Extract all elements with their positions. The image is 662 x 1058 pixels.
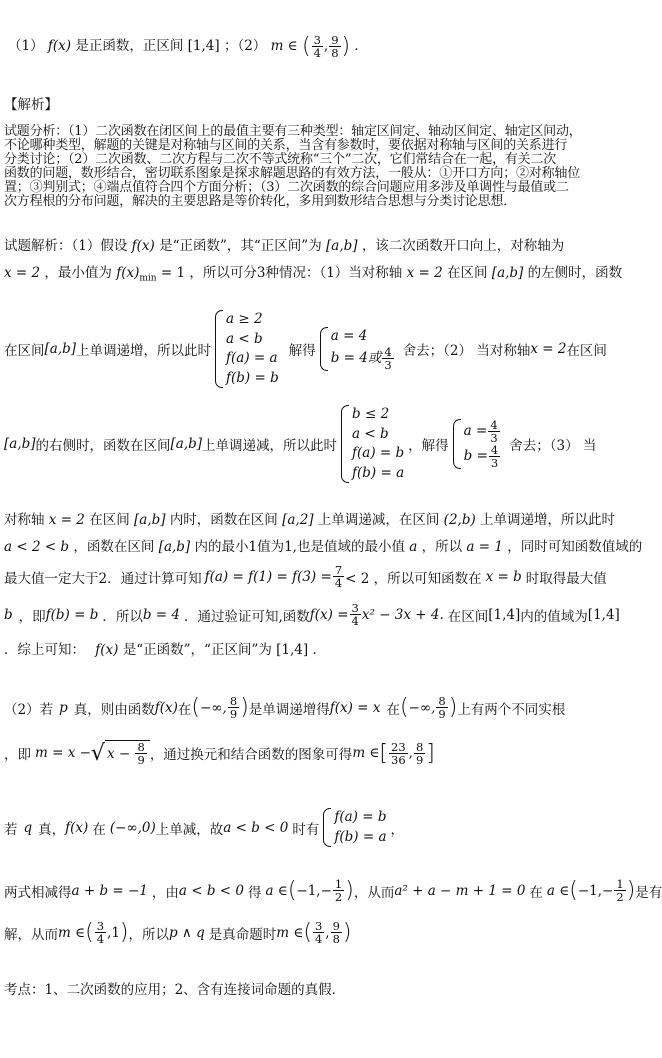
solution-line-8: b ，即 f(b) = b ．所以 b = 4 ．通过验证可知,函数 f(x) = $\frac{3}{4}$ x² − 3x + 4. 在区间 [1,4] 内的值域为 [1,4] [4,601,620,629]
analysis-paragraph [4,125,634,209]
solution-line-3: 在区间 [a,b] 上单调递增，所以此时 a ≥ 2 a < b f(a) = a f(b) = b 解得 a = 4 b = 4或 $\frac{4}{3}$ 舍去；（2） 当对称轴 x = 2 在区间 [4,310,607,388]
part2-line-1: （2）若 p 真，则由函数 f(x) 在 ( −∞, $\frac{8}{9}$ ) 是单调递增得 f(x) = x 在 ( −∞, $\frac{8}{9}$ ) 上有两个不同实根 [4,694,566,722]
analysis-line: 次方程根的分布问题，解决的主要思路是等价转化，多用到数形结合思想与分类讨论思想． [4,194,517,209]
solution-system-1: a = 4 b = 4或 $\frac{4}{3}$ [320,327,395,372]
solution-line-2: x = 2 ，最小值为 $f(x)_{min} = 1$ ，所以可分3种情况：（1）当对称轴 x = 2 在区间 [a,b] 的左侧时，函数 [4,265,623,284]
analysis-line: 试题分析：（1）二次函数在闭区间上的最值主要有三种类型：轴定区间定、轴动区间定、轴定区间动， [4,124,582,139]
analysis-line: 分类讨论；（2）二次函数、二次方程与二次不等式统称“三个”二次，它们常结合在一起，有关二次 [4,152,557,167]
solution-line-5: 对称轴 x = 2 在区间 [a,b] 内时，函数在区间 [a,2] 上单调递减，在区间 (2,b) 上单调递增，所以此时 [4,512,616,528]
part2-line-4: 两式相减得 a + b = −1 ，由 a < b < 0 得 a ∈ ( −1,− $\frac{1}{2}$ ) ，从而 a² + a − m + 1 = 0 在 a ∈ ( −1,− $\frac{1}{2}$ ) 是有 [4,877,662,905]
kaodian-line: 考点：1、二次函数的应用；2、含有连接词命题的真假． [4,982,346,998]
analysis-line: 函数的问题，数形结合，密切联系图象是探求解题思路的有效方法，一般从：①开口方向；②对称轴位 [4,166,581,181]
solution-line-7: 最大值一定大于2．通过计算可知 f(a) = f(1) = f(3) = $\frac{7}{4}$ < 2 ，所以可知函数在 x = b 时取得最大值 [4,563,607,591]
part2-line-2: ，即 m = x − √ x − $\frac{8}{9}$ ，通过换元和结合函数的图象可得 m ∈ [ $\frac{23}{36}$ , $\frac{8}{9}$ ] [4,739,435,768]
equation-system-2: b ≤ 2 a < b f(a) = b f(b) = a [341,405,404,483]
answer-line: （1） f(x) 是正函数，正区间 [1,4] ；（2） m ∈ ( $\frac{3}{4}$ , $\frac{9}{8}$ ) ． [8,33,368,61]
solution-line-6: a < 2 < b ，函数在区间 [a,b] 内的最小1值为1,也是值域的最小值 a ，所以 a = 1 ，同时可知函数值域的 [4,539,643,555]
fraction: $\frac{9}{8}$ [331,33,339,61]
equation-system-3: f(a) = b f(b) = a [323,808,386,847]
solution-line-1: 试题解析：（1）假设 f(x) 是“正函数”，其“正区间”为 [a,b] ，该二次函数开口向上，对称轴为 [4,238,565,254]
section-heading-jiexi: 【解析】 [4,97,58,113]
part2-line-5: 解，从而 m ∈ ( $\frac{3}{4}$ , 1 ) ，所以 p ∧ q 是真命题时 m ∈ ( $\frac{3}{4}$ , $\frac{9}{8}$ ) [4,919,352,947]
fraction: $\frac{3}{4}$ [313,33,321,61]
analysis-line: 置；③判别式；④端点值符合四个方面分析；（3）二次函数的综合问题应用多涉及单调性与最值或二 [4,180,569,195]
equation-system-1: a ≥ 2 a < b f(a) = a f(b) = b [215,310,279,388]
solution-system-2: a = $\frac{4}{3}$ b = $\frac{4}{3}$ [453,419,502,469]
part2-line-3: 若 q 真， f(x) 在 (−∞,0) 上单减，故 a < b < 0 时有 f(a) = b f(b) = a ， [4,808,404,847]
analysis-line: 不论哪种类型，解题的关键是对称轴与区间的关系，当含有参数时，要依据对称轴与区间的关系进行 [4,138,568,153]
solution-line-4: [a,b] 的右侧时，函数在区间 [a,b] 上单调递减，所以此时 b ≤ 2 a < b f(a) = b f(b) = a ，解得 a = $\frac{4}{3}$ b = $\frac{4}{3}$ 舍去；（3） 当 [4,405,596,483]
solution-line-9: ．综上可知： f(x) 是“正函数”，“正区间”为 [1,4] ． [4,642,326,658]
